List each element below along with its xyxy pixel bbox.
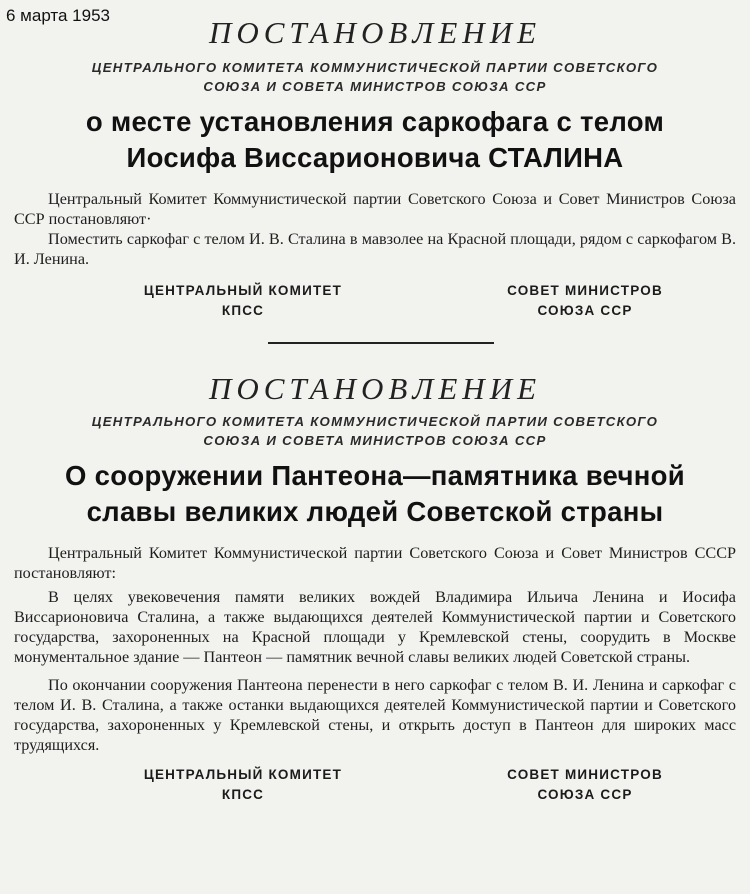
section-divider [268, 342, 494, 344]
decree-2-paragraph-1: Центральный Комитет Коммунистической партии Советского Союза и Совет Министров СССР постановляют: [14, 544, 736, 582]
decree-1-paragraph-2: Поместить саркофаг с телом И. В. Сталина в мавзолее на Красной площади, рядом с саркофагом В. И. Ленина. [14, 230, 736, 268]
decree-1-signatures [0, 281, 750, 321]
decree-1-title-line-1: о месте установления саркофага с телом [85, 106, 665, 137]
decree-1-title-line-2: Иосифа Виссарионовича СТАЛИНА [126, 142, 624, 173]
decree-2-paragraph-2: В целях увековечения памяти великих вождей Владимира Ильича Ленина и Иосифа Виссарионовича Сталина, а также выдающихся деятелей Коммунистической партии и Советского государства, захороненных на Красной площади у Кремлевской стены, соорудить в Москве монументальное здание — Пантеон — памятник вечной славы великих людей Советской страны. [14, 588, 736, 666]
date-label: 6 марта 1953 [6, 6, 110, 25]
decree-2-subheading-line-1: ЦЕНТРАЛЬНОГО КОМИТЕТА КОММУНИСТИЧЕСКОЙ ПАРТИИ СОВЕТСКОГО [91, 414, 659, 429]
signature-council-of-ministers: СОВЕТ МИНИСТРОВ СОЮЗА ССР [507, 767, 663, 802]
decree-1-subheading-line-1: ЦЕНТРАЛЬНОГО КОМИТЕТА КОММУНИСТИЧЕСКОЙ ПАРТИИ СОВЕТСКОГО [91, 60, 659, 75]
decree-2-title-line-1: О сооружении Пантеона—памятника вечной [65, 460, 685, 491]
decree-2-signatures [0, 765, 750, 805]
decree-2 [0, 372, 750, 805]
decree-1-heading: ПОСТАНОВЛЕНИЕ [208, 15, 542, 50]
signature-central-committee: ЦЕНТРАЛЬНЫЙ КОМИТЕТ КПСС [143, 767, 343, 802]
decree-2-paragraph-3: По окончании сооружения Пантеона перенести в него саркофаг с телом В. И. Ленина и саркофаг с телом И. В. Сталина, а также останки выдающихся деятелей Коммунистической партии и Советского государства, захороненных у Кремлевской стены, и открыть доступ в Пантеон для широких масс трудящихся. [14, 676, 736, 754]
decree-1-subheading-line-2: СОЮЗА И СОВЕТА МИНИСТРОВ СОЮЗА ССР [203, 79, 547, 94]
decree-2-subheading-line-2: СОЮЗА И СОВЕТА МИНИСТРОВ СОЮЗА ССР [203, 433, 547, 448]
signature-central-committee: ЦЕНТРАЛЬНЫЙ КОМИТЕТ КПСС [143, 283, 343, 318]
decree-2-title-line-2: славы великих людей Советской страны [86, 496, 664, 527]
signature-council-of-ministers: СОВЕТ МИНИСТРОВ СОЮЗА ССР [507, 283, 663, 318]
decree-1 [0, 16, 750, 321]
decree-2-heading: ПОСТАНОВЛЕНИЕ [208, 371, 542, 406]
decree-1-paragraph-1: Центральный Комитет Коммунистической партии Советского Союза и Совет Министров Союза ССР постановляют· [14, 190, 736, 228]
